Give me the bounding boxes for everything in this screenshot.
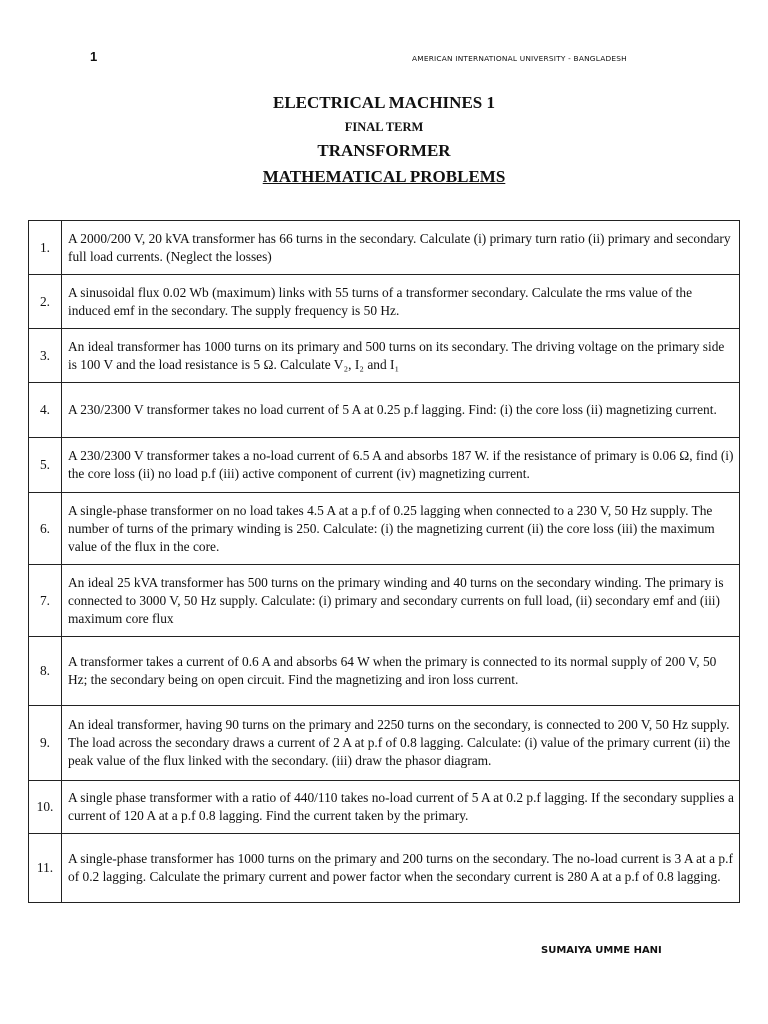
problem-row <box>29 706 740 781</box>
problem-text: A 230/2300 V transformer takes a no-load current of 6.5 A and absorbs 187 W. if the resistance of primary is 0.06 Ω, find (i) the core loss (ii) no load p.f (iii) active component of current (iv) magnetizing current. <box>62 438 740 493</box>
problem-number: 4. <box>29 383 62 438</box>
problem-text: A sinusoidal flux 0.02 Wb (maximum) links with 55 turns of a transformer secondary. Calculate the rms value of the induced emf in the secondary. The supply frequency is 50 Hz. <box>62 275 740 329</box>
problem-row <box>29 438 740 493</box>
problem-row <box>29 383 740 438</box>
problem-row <box>29 329 740 383</box>
problem-text: A 230/2300 V transformer takes no load current of 5 A at 0.25 p.f lagging. Find: (i) the core loss (ii) magnetizing current. <box>62 383 740 438</box>
problem-number: 2. <box>29 275 62 329</box>
course-title: ELECTRICAL MACHINES 1 <box>273 93 495 112</box>
problem-row <box>29 834 740 903</box>
topic-title: TRANSFORMER <box>317 141 451 160</box>
problem-text: An ideal 25 kVA transformer has 500 turns on the primary winding and 40 turns on the secondary winding. The primary is connected to 3000 V, 50 Hz supply. Calculate: (i) primary and secondary currents on full load, (ii) secondary emf and (iii) maximum core flux <box>62 565 740 637</box>
problem-row <box>29 637 740 706</box>
problem-number: 3. <box>29 329 62 383</box>
university-header: AMERICAN INTERNATIONAL UNIVERSITY - BANGLADESH <box>412 54 627 63</box>
author-signature: SUMAIYA UMME HANI <box>541 945 662 956</box>
problem-number: 11. <box>29 834 62 903</box>
problem-row <box>29 565 740 637</box>
problem-number: 10. <box>29 781 62 834</box>
problem-text: A 2000/200 V, 20 kVA transformer has 66 turns in the secondary. Calculate (i) primary turn ratio (ii) primary and secondary full load currents. (Neglect the losses) <box>62 221 740 275</box>
problem-number: 1. <box>29 221 62 275</box>
problem-number: 9. <box>29 706 62 781</box>
problem-number: 5. <box>29 438 62 493</box>
problem-number: 8. <box>29 637 62 706</box>
problem-row <box>29 781 740 834</box>
problem-row <box>29 493 740 565</box>
problems-table <box>28 220 740 903</box>
problem-text: An ideal transformer has 1000 turns on its primary and 500 turns on its secondary. The driving voltage on the primary side is 100 V and the load resistance is 5 Ω. Calculate V₂, I₂ and I₁ <box>62 329 740 383</box>
section-title: MATHEMATICAL PROBLEMS <box>262 167 506 186</box>
problem-text: A single-phase transformer has 1000 turns on the primary and 200 turns on the secondary. The no-load current is 3 A at a p.f of 0.2 lagging. Calculate the primary current and power factor when the secondary current is 280 A at a p.f of 0.8 lagging. <box>62 834 740 903</box>
problem-number: 7. <box>29 565 62 637</box>
problem-number: 6. <box>29 493 62 565</box>
problem-row <box>29 275 740 329</box>
term-subtitle: FINAL TERM <box>344 120 424 134</box>
problem-text: A single-phase transformer on no load takes 4.5 A at a p.f of 0.25 lagging when connected to a 230 V, 50 Hz supply. The number of turns of the primary winding is 250. Calculate: (i) the magnetizing current (ii) the core loss (iii) the maximum value of the flux in the core. <box>62 493 740 565</box>
problem-row <box>29 221 740 275</box>
page-number: 1 <box>90 49 98 64</box>
problem-text: An ideal transformer, having 90 turns on the primary and 2250 turns on the secondary, is connected to 200 V, 50 Hz supply. The load across the secondary draws a current of 2 A at p.f of 0.8 lagging. Calculate: (i) value of the primary current (ii) the peak value of the flux linked with the secondary. (iii) draw the phasor diagram. <box>62 706 740 781</box>
problem-text: A transformer takes a current of 0.6 A and absorbs 64 W when the primary is connected to its normal supply of 200 V, 50 Hz; the secondary being on open circuit. Find the magnetizing and iron loss current. <box>62 637 740 706</box>
problem-text: A single phase transformer with a ratio of 440/110 takes no-load current of 5 A at 0.2 p.f lagging. If the secondary supplies a current of 120 A at a p.f 0.8 lagging. Find the current taken by the primary. <box>62 781 740 834</box>
